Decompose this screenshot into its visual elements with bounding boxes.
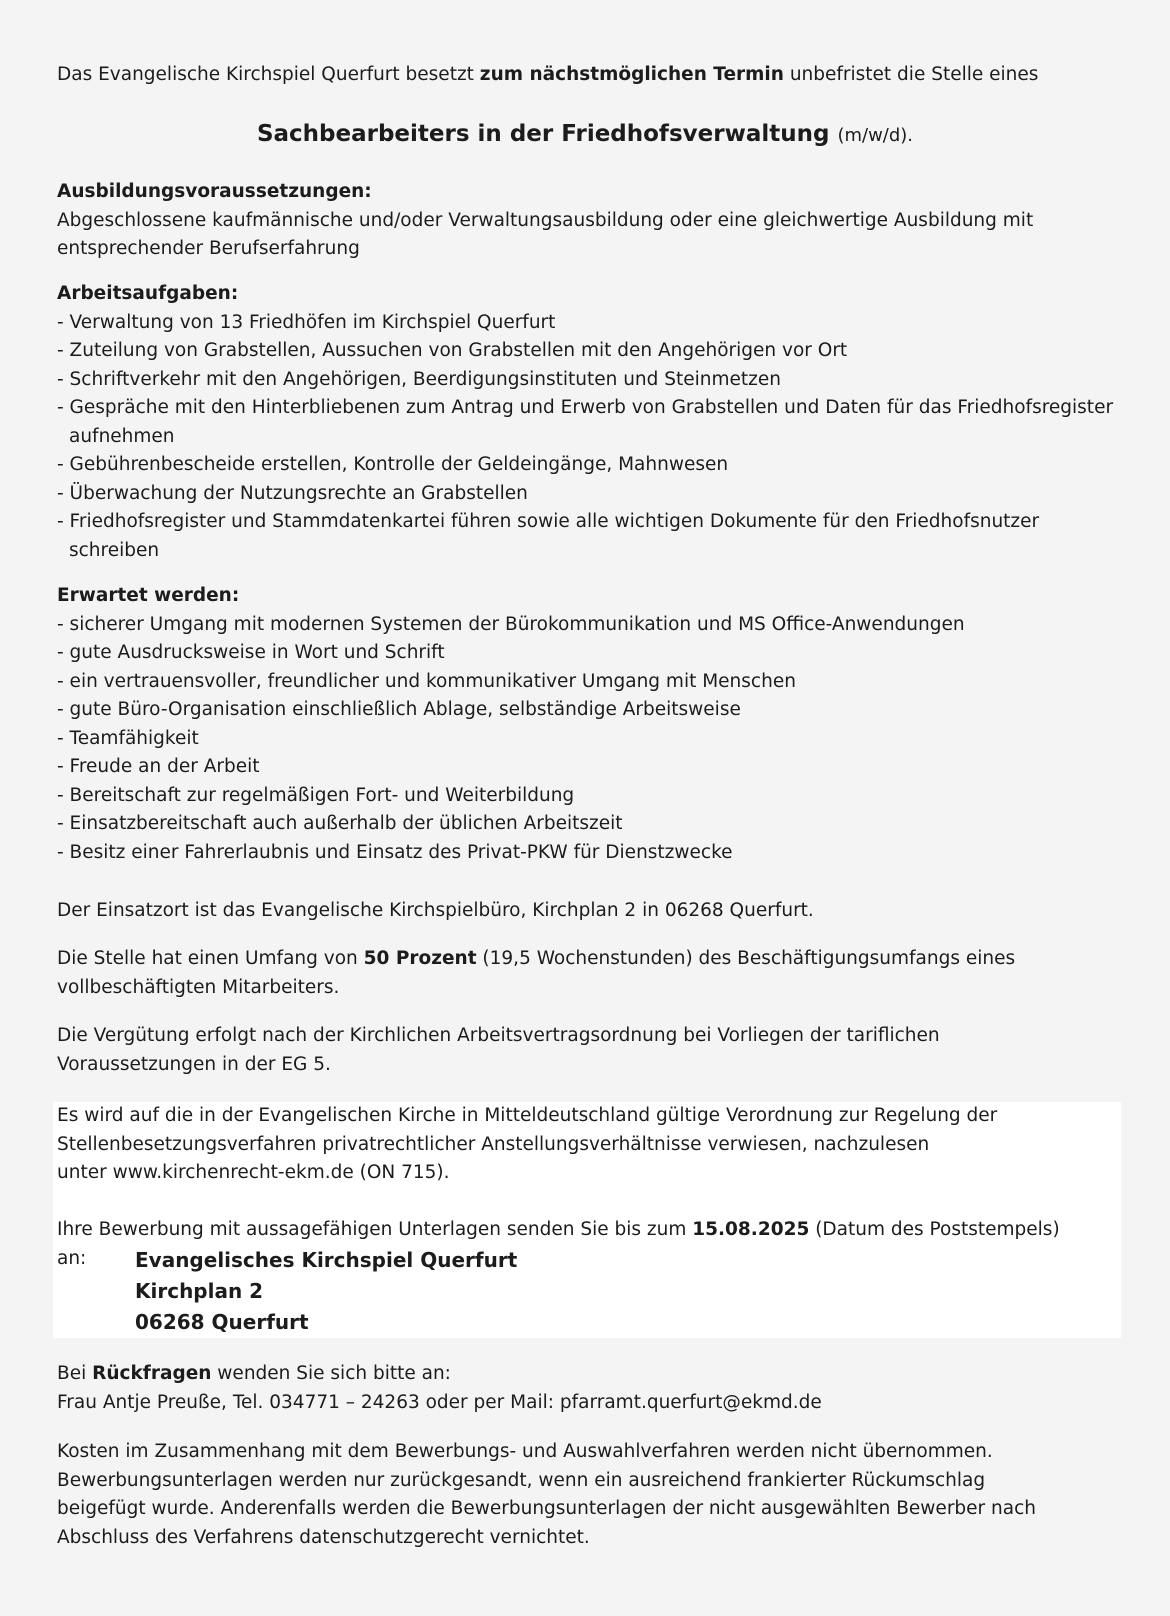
rueckfragen-line — [57, 1360, 1127, 1389]
rueckfragen-text-end: wenden Sie sich bitte an: — [211, 1363, 451, 1384]
heading-arbeitsaufgaben: Arbeitsaufgaben: — [57, 283, 239, 304]
section-erwartet — [57, 582, 1127, 867]
section-rueckfragen — [57, 1360, 1127, 1417]
bewerbung-text-end: (Datum des Poststempels) — [809, 1219, 1060, 1240]
ausbildung-text: entsprechender Berufserfahrung — [57, 238, 360, 259]
list-item: - Zuteilung von Grabstellen, Aussuchen von Grabstellen mit den Angehörigen vor Ort — [57, 340, 848, 361]
address-line: Kirchplan 2 — [135, 1278, 264, 1303]
umfang-bold: 50 Prozent — [363, 948, 477, 969]
address-line: Evangelisches Kirchspiel Querfurt — [135, 1247, 518, 1272]
list-item: - Friedhofsregister und Stammdatenkartei führen sowie alle wichtigen Dokumente für den Friedhofsnutzer schreiben — [57, 511, 1040, 561]
task-list — [57, 309, 1127, 566]
address-line: 06268 Querfurt — [135, 1309, 309, 1334]
einsatzort-text: Der Einsatzort ist das Evangelische Kirchspielbüro, Kirchplan 2 in 06268 Querfurt. — [57, 900, 814, 921]
section-kosten — [57, 1438, 1127, 1552]
bewerbung-line — [57, 1216, 1127, 1245]
verordnung-text: Es wird auf die in der Evangelischen Kirche in Mitteldeutschland gültige Verordnung zur Regelung der — [57, 1105, 998, 1126]
list-item: - Besitz einer Fahrerlaubnis und Einsatz des Privat-PKW für Dienstzwecke — [57, 841, 733, 863]
kosten-text: Abschluss des Verfahrens datenschutzgerecht vernichtet. — [57, 1526, 590, 1548]
list-item: - Bereitschaft zur regelmäßigen Fort- und Weiterbildung — [57, 784, 575, 806]
list-item: - Teamfähigkeit — [57, 727, 199, 749]
umfang-text: Die Stelle hat einen Umfang von — [57, 948, 364, 969]
ausbildung-text: Abgeschlossene kaufmännische und/oder Verwaltungsausbildung oder eine gleichwertige Ausbildung mit — [57, 209, 1034, 231]
verguetung-text: Die Vergütung erfolgt nach der Kirchlichen Arbeitsvertragsordnung bei Vorliegen der tariflichen — [57, 1025, 940, 1046]
umfang-line — [57, 945, 1127, 974]
heading-ausbildung: Ausbildungsvoraussetzungen: — [57, 181, 372, 202]
rueckfragen-text: Bei — [57, 1363, 93, 1384]
address-lines — [135, 1245, 517, 1338]
list-item: - sicherer Umgang mit modernen Systemen der Bürokommunikation und MS Office-Anwendungen — [57, 613, 965, 635]
list-item: - Einsatzbereitschaft auch außerhalb der üblichen Arbeitszeit — [57, 813, 623, 834]
section-bewerbung — [57, 1216, 1127, 1338]
list-item: - gute Büro-Organisation einschließlich Ablage, selbständige Arbeitsweise — [57, 699, 741, 720]
job-title-main: Sachbearbeiters in der Friedhofsverwaltung — [256, 121, 830, 147]
section-umfang — [57, 945, 1127, 1002]
intro-line — [57, 61, 1127, 90]
list-item: - ein vertrauensvoller, freundlicher und kommunikativer Umgang mit Menschen — [57, 670, 796, 692]
section-ausbildung — [57, 178, 1127, 264]
section-verordnung — [57, 1102, 1127, 1188]
bewerbung-deadline: 15.08.2025 — [692, 1219, 810, 1240]
list-item: - Freude an der Arbeit — [57, 756, 260, 777]
intro-text-end: unbefristet die Stelle eines — [783, 64, 1039, 85]
umfang-text: vollbeschäftigten Mitarbeiters. — [57, 976, 340, 998]
contact-line: Frau Antje Preuße, Tel. 034771 – 24263 oder per Mail: pfarramt.querfurt@ekmd.de — [57, 1391, 822, 1413]
intro-text: Das Evangelische Kirchspiel Querfurt besetzt — [57, 64, 480, 85]
job-title — [0, 117, 1170, 153]
list-item: - Gebührenbescheide erstellen, Kontrolle der Geldeingänge, Mahnwesen — [57, 454, 729, 475]
list-item: - Überwachung der Nutzungsrechte an Grabstellen — [57, 482, 528, 504]
address-block — [57, 1245, 1127, 1338]
list-item: - Verwaltung von 13 Friedhöfen im Kirchspiel Querfurt — [57, 311, 556, 333]
kosten-text: Bewerbungsunterlagen werden nur zurückgesandt, wenn ein ausreichend frankierter Rückumschlag — [57, 1469, 986, 1491]
umfang-text-end: (19,5 Wochenstunden) des Beschäftigungsumfangs eines — [476, 948, 1016, 969]
heading-erwartet: Erwartet werden: — [57, 585, 240, 606]
list-item: - gute Ausdrucksweise in Wort und Schrift — [57, 642, 445, 663]
list-item: - Schriftverkehr mit den Angehörigen, Beerdigungsinstituten und Steinmetzen — [57, 368, 782, 390]
kosten-text: beigefügt wurde. Anderenfalls werden die Bewerbungsunterlagen der nicht ausgewählten Bewerber nach — [57, 1498, 1036, 1519]
section-verguetung — [57, 1022, 1127, 1079]
kosten-text: Kosten im Zusammenhang mit dem Bewerbungs- und Auswahlverfahren werden nicht übernommen. — [57, 1441, 993, 1462]
job-title-suffix: (m/w/d). — [837, 125, 914, 146]
verordnung-text: unter www.kirchenrecht-ekm.de (ON 715). — [57, 1162, 450, 1183]
intro-bold: zum nächstmöglichen Termin — [479, 64, 784, 85]
requirement-list — [57, 611, 1127, 868]
section-arbeitsaufgaben — [57, 280, 1127, 565]
rueckfragen-bold: Rückfragen — [92, 1363, 212, 1384]
address-label: an: — [57, 1247, 87, 1269]
verordnung-text: Stellenbesetzungsverfahren privatrechtlicher Anstellungsverhältnisse verwiesen, nachzulesen — [57, 1133, 930, 1155]
bewerbung-text: Ihre Bewerbung mit aussagefähigen Unterlagen senden Sie bis zum — [57, 1219, 693, 1240]
list-item: - Gespräche mit den Hinterbliebenen zum Antrag und Erwerb von Grabstellen und Daten für das Friedhofsregister aufnehmen — [57, 397, 1114, 447]
verguetung-text: Voraussetzungen in der EG 5. — [57, 1053, 331, 1075]
